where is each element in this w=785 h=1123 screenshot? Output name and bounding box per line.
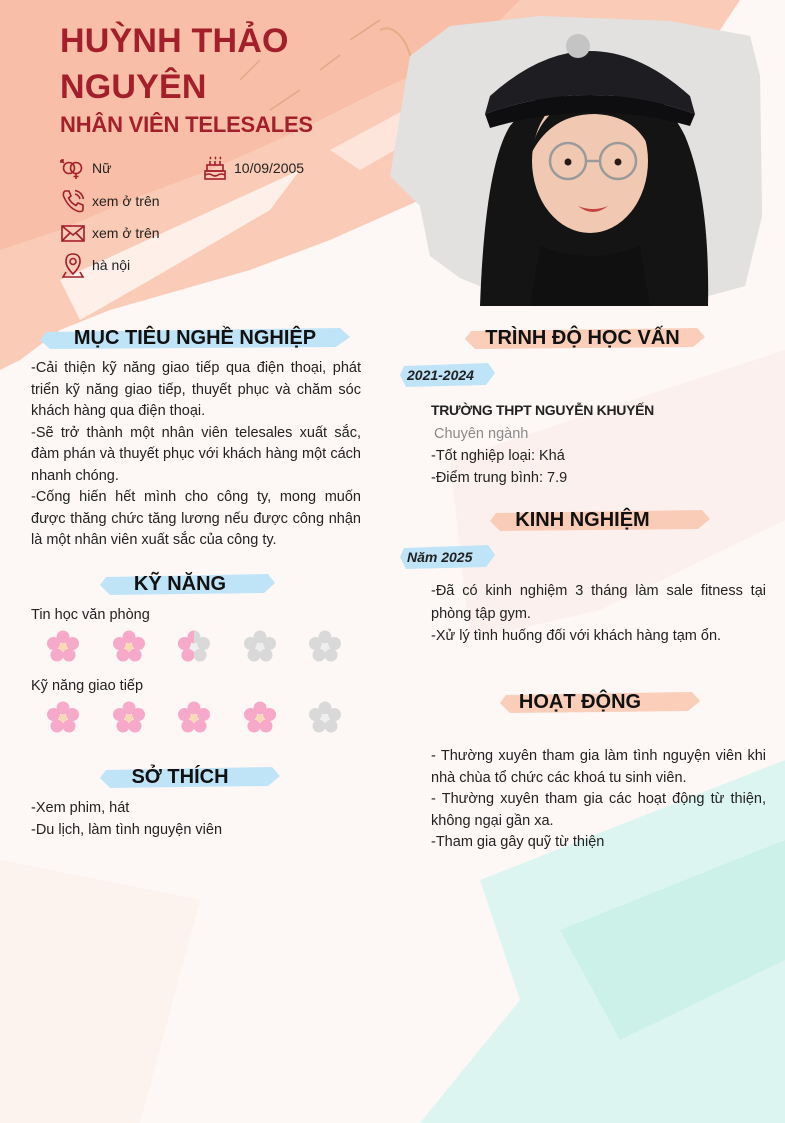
hobbies-section-header (80, 761, 280, 793)
experience-period: Năm 2025 (407, 549, 473, 565)
hobby-item: -Xem phim, hát (31, 800, 130, 816)
flower-icon (307, 629, 343, 665)
flower-icon (111, 629, 147, 665)
objective-section-header (30, 322, 360, 354)
email-value: xem ở trên (92, 225, 160, 241)
experience-title: KINH NGHIỆM (515, 509, 650, 531)
education-detail: -Điểm trung bình: 7.9 (431, 469, 568, 486)
education-period: 2021-2024 (407, 367, 474, 383)
phone-icon (60, 188, 86, 214)
hobbies-list (31, 798, 361, 841)
gender-row (60, 155, 111, 181)
skill-label: Tin học văn phòng (31, 607, 150, 623)
experience-detail: -Đã có kinh nghiệm 3 tháng làm sale fitness tại phòng tập gym. (431, 583, 766, 622)
flower-icon (176, 629, 212, 665)
location-pin-icon (60, 252, 86, 278)
activities-details (431, 746, 766, 854)
flower-icon (111, 700, 147, 736)
activity-item: -Tham gia gây quỹ từ thiện (431, 834, 605, 850)
school-name: TRƯỜNG THPT NGUYỄN KHUYẾN (431, 402, 654, 418)
experience-detail: -Xử lý tình huống đối với khách hàng tạm ổn. (431, 628, 722, 644)
flower-icon (242, 700, 278, 736)
experience-details (431, 580, 766, 648)
skill-label: Kỹ năng giao tiếp (31, 678, 144, 694)
objective-paragraph: -Cải thiện kỹ năng giao tiếp qua điện thoại, phát triển kỹ năng giao tiếp, thuyết phục và chăm sóc khách hàng qua điện thoại. (31, 360, 361, 419)
email-row (60, 220, 160, 246)
objective-text (31, 358, 361, 552)
envelope-icon (60, 220, 86, 246)
flower-icon (176, 700, 212, 736)
gender-value: Nữ (92, 160, 112, 176)
skill-rating-communication (45, 700, 373, 736)
phone-value: xem ở trên (92, 193, 160, 209)
birthday-cake-icon (202, 155, 228, 181)
profile-photo (390, 16, 765, 306)
hobbies-title: SỞ THÍCH (131, 766, 229, 788)
flower-icon (45, 700, 81, 736)
flower-icon (242, 629, 278, 665)
activities-section-header (495, 686, 665, 718)
job-title: NHÂN VIÊN TELESALES (60, 112, 313, 137)
gender-icon (60, 155, 86, 181)
birthday-value: 10/09/2005 (234, 160, 305, 176)
activity-item: - Thường xuyên tham gia làm tình nguyện viên khi nhà chùa tổ chức các khoá tu sinh viên. (431, 748, 766, 786)
flower-icon (45, 629, 81, 665)
hobby-item: -Du lịch, làm tình nguyện viên (31, 821, 223, 838)
education-details (431, 446, 766, 489)
activities-title: HOẠT ĐỘNG (518, 691, 642, 713)
experience-section-header (490, 504, 675, 536)
skills-title: KỸ NĂNG (133, 573, 227, 595)
objective-title: MỤC TIÊU NGHỀ NGHIỆP (73, 327, 317, 349)
activity-item: - Thường xuyên tham gia các hoạt động từ thiện, không ngại gần xa. (431, 791, 766, 829)
education-section-header (460, 322, 705, 354)
education-detail: -Tốt nghiệp loại: Khá (431, 448, 565, 464)
address-row (60, 252, 130, 278)
birthday-row (202, 155, 304, 181)
phone-row (60, 188, 160, 214)
objective-paragraph: -Cống hiến hết mình cho công ty, mong muốn được thăng chức tăng lương nếu được công nhận là một nhân viên xuất sắc của công ty. (31, 489, 361, 548)
address-value: hà nội (92, 257, 131, 273)
education-title: TRÌNH ĐỘ HỌC VẤN (485, 327, 680, 349)
candidate-name: HUỲNH THẢO NGUYÊN (60, 22, 289, 106)
objective-paragraph: -Sẽ trở thành một nhân viên telesales xuất sắc, đàm phán và thuyết phục với khách hàng một cách nhanh chóng. (31, 424, 361, 484)
skills-section-header (80, 568, 280, 600)
skill-rating-office (45, 629, 373, 665)
major: Chuyên ngành (434, 426, 529, 442)
flower-icon (307, 700, 343, 736)
